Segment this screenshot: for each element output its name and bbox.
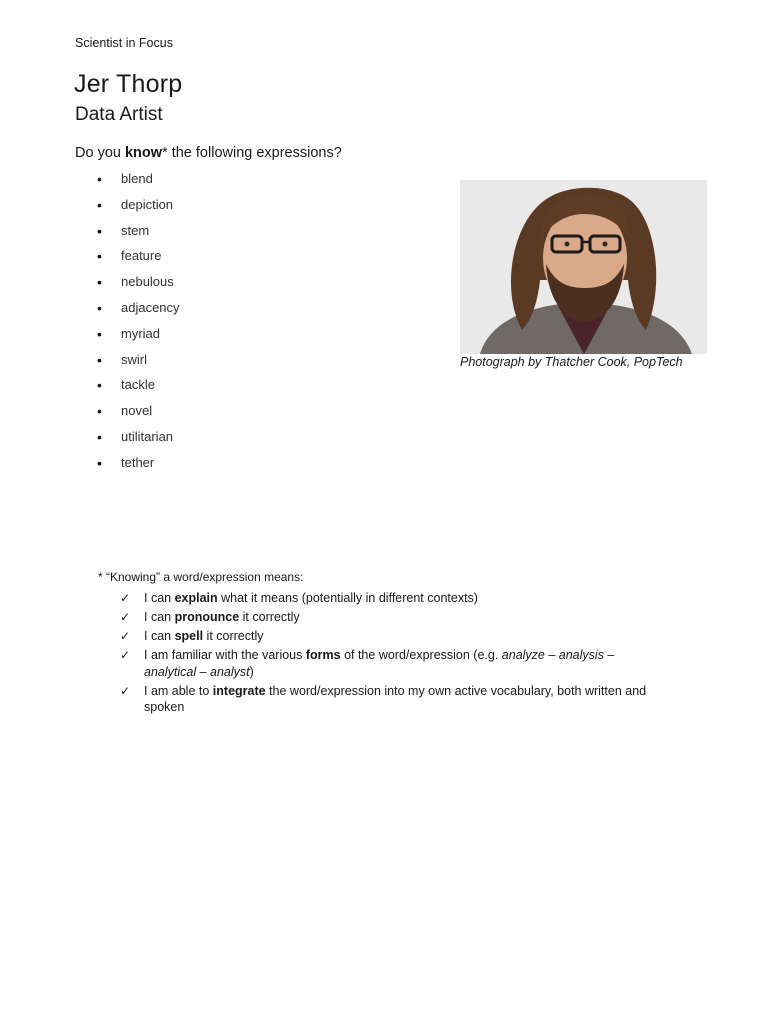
footnote-item [120, 628, 665, 645]
vocab-word: blend [121, 171, 153, 186]
vocab-item [0, 222, 180, 248]
vocab-word: utilitarian [121, 428, 174, 444]
item-text: the word/expression into my own active vocabulary, both written and spoken [144, 683, 647, 714]
vocab-word: novel [121, 403, 153, 419]
bullet-icon: • [97, 454, 102, 471]
vocab-word: tether [121, 454, 155, 470]
bullet-icon: • [97, 377, 102, 394]
bullet-icon: • [97, 428, 102, 445]
item-keyword: spell [174, 629, 204, 643]
question-prefix: Do you [75, 145, 125, 161]
vocab-word: feature [121, 248, 162, 264]
bullet-icon: • [97, 222, 102, 239]
vocab-item [0, 170, 180, 196]
question-suffix: * the following expressions? [162, 145, 342, 161]
footnote-list [120, 590, 665, 718]
bullet-icon: • [97, 196, 102, 213]
portrait-photo [460, 180, 707, 354]
footnote-item [120, 683, 665, 716]
bullet-icon: • [97, 351, 102, 368]
checkmark-icon: ✓ [120, 591, 131, 605]
item-keyword: integrate [212, 683, 266, 698]
vocab-item [0, 428, 180, 454]
item-keyword: pronounce [174, 610, 240, 624]
item-keyword: forms [305, 648, 341, 662]
checkmark-icon: ✓ [120, 683, 131, 698]
portrait-illustration [460, 180, 707, 354]
footnote-item [120, 609, 665, 626]
item-example: analyze – analysis – analytical – analyst [144, 648, 615, 679]
footnote-item [120, 647, 665, 680]
vocab-item [0, 454, 180, 480]
footnote-item [120, 590, 665, 607]
item-text: what it means (potentially in different contexts) [217, 591, 478, 605]
vocab-item [0, 351, 180, 377]
item-keyword: explain [174, 591, 218, 605]
page-subtitle: Data Artist [75, 104, 163, 125]
vocab-word: tackle [121, 377, 155, 393]
footnote-heading: * “Knowing” a word/expression means: [98, 570, 304, 584]
vocab-list [0, 170, 180, 480]
checkmark-icon: ✓ [120, 648, 131, 662]
vocab-word: myriad [121, 325, 161, 341]
item-text: it correctly [203, 629, 264, 643]
vocab-word: depiction [121, 196, 174, 212]
vocab-item [0, 273, 180, 299]
bullet-icon: • [97, 274, 102, 291]
vocab-word: stem [121, 222, 150, 238]
item-text: I am able to [144, 683, 213, 698]
bullet-icon: • [97, 171, 102, 187]
vocab-question [75, 145, 342, 161]
page-header: Scientist in Focus [75, 36, 173, 50]
item-text: I am familiar with the various [144, 648, 306, 662]
vocab-item [0, 325, 180, 351]
vocab-item [0, 402, 180, 428]
checkmark-icon: ✓ [120, 610, 131, 624]
question-emphasis: know [124, 145, 163, 161]
bullet-icon: • [97, 248, 102, 265]
vocab-item [0, 376, 180, 402]
vocab-item [0, 196, 180, 222]
item-text: I can [144, 629, 175, 643]
vocab-item [0, 299, 180, 325]
item-text: it correctly [239, 610, 300, 624]
bullet-icon: • [97, 325, 102, 342]
bullet-icon: • [97, 403, 102, 420]
vocab-word: swirl [121, 351, 147, 367]
item-text: I can [144, 610, 175, 624]
checkmark-icon: ✓ [120, 629, 131, 643]
vocab-word: nebulous [121, 274, 174, 290]
bullet-icon: • [97, 299, 102, 316]
vocab-item [0, 247, 180, 273]
item-text: of the word/expression (e.g. [340, 648, 502, 662]
photo-caption: Photograph by Thatcher Cook, PopTech [460, 355, 683, 369]
page-title: Jer Thorp [74, 70, 183, 98]
item-text: I can [144, 591, 175, 605]
item-text: ) [249, 664, 254, 679]
vocab-word: adjacency [121, 299, 180, 315]
